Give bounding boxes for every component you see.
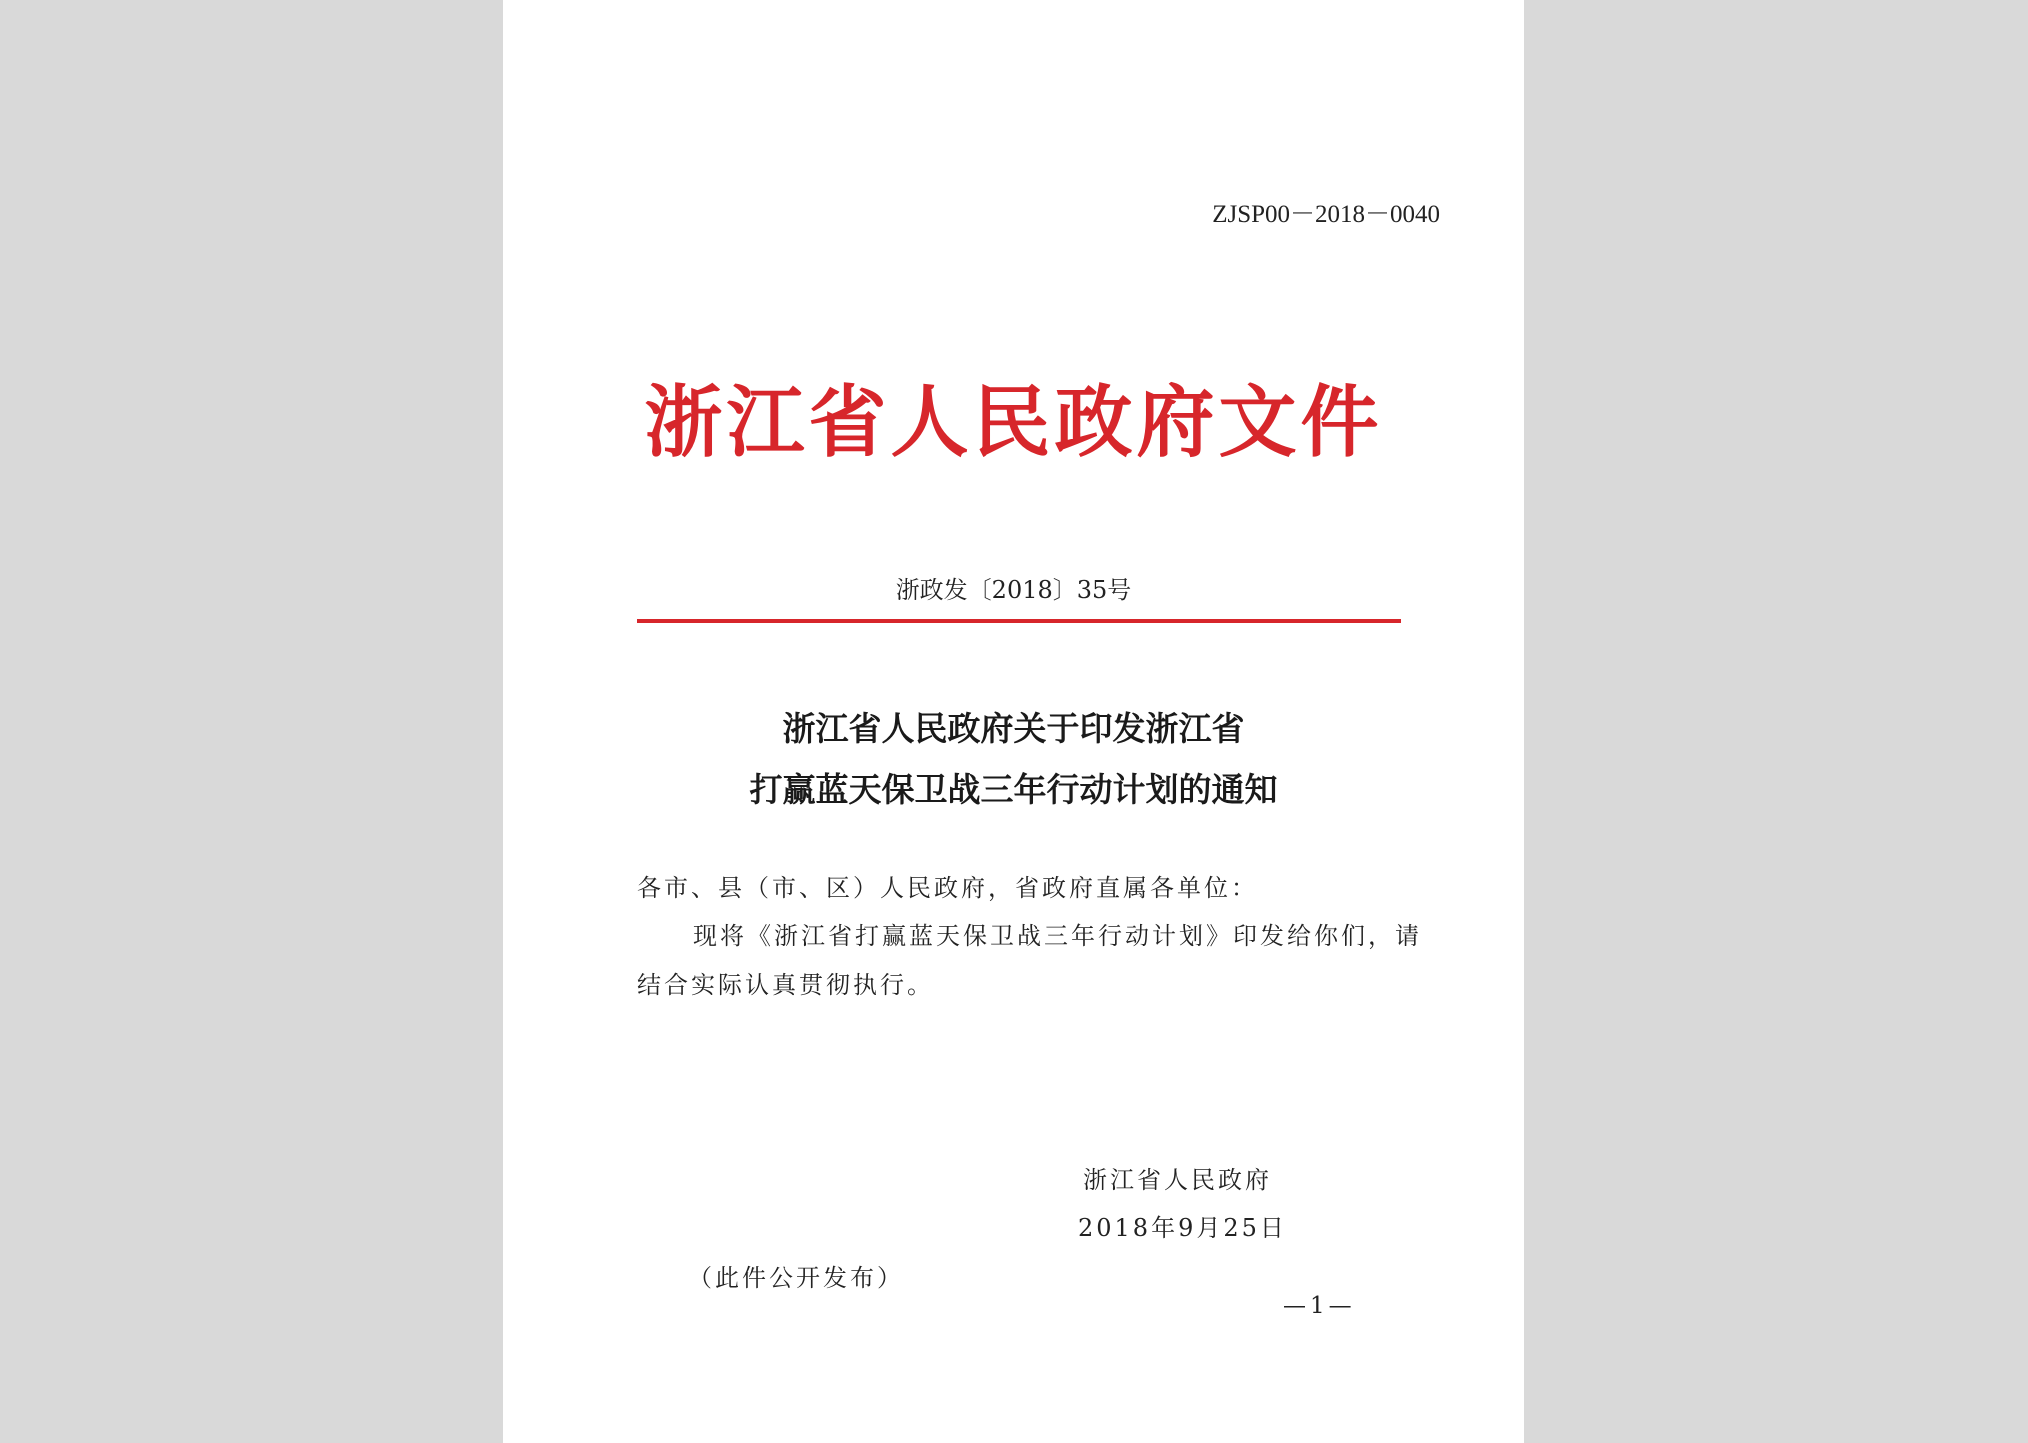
signature-organization: 浙江省人民政府	[1083, 1166, 1272, 1194]
header-title: 浙江省人民政府文件	[644, 377, 1383, 468]
document-number: 浙政发〔2018〕35号	[895, 576, 1132, 604]
notice-title-line-2: 打赢蓝天保卫战三年行动计划的通知	[749, 770, 1278, 809]
header-red-rule	[637, 619, 1401, 623]
notice-title-line-1: 浙江省人民政府关于印发浙江省	[782, 709, 1245, 748]
document-page	[503, 0, 1524, 1443]
signature-date: 2018年9月25日	[1078, 1214, 1287, 1242]
document-code: ZJSP00－2018－0040	[1212, 201, 1440, 228]
body-paragraph-line-1: 现将《浙江省打赢蓝天保卫战三年行动计划》印发给你们，请	[693, 922, 1422, 950]
release-note: （此件公开发布）	[688, 1264, 904, 1292]
recipients-line: 各市、县（市、区）人民政府，省政府直属各单位：	[637, 874, 1258, 902]
page-number: —1—	[1283, 1293, 1356, 1319]
body-paragraph-line-2: 结合实际认真贯彻执行。	[637, 971, 934, 999]
